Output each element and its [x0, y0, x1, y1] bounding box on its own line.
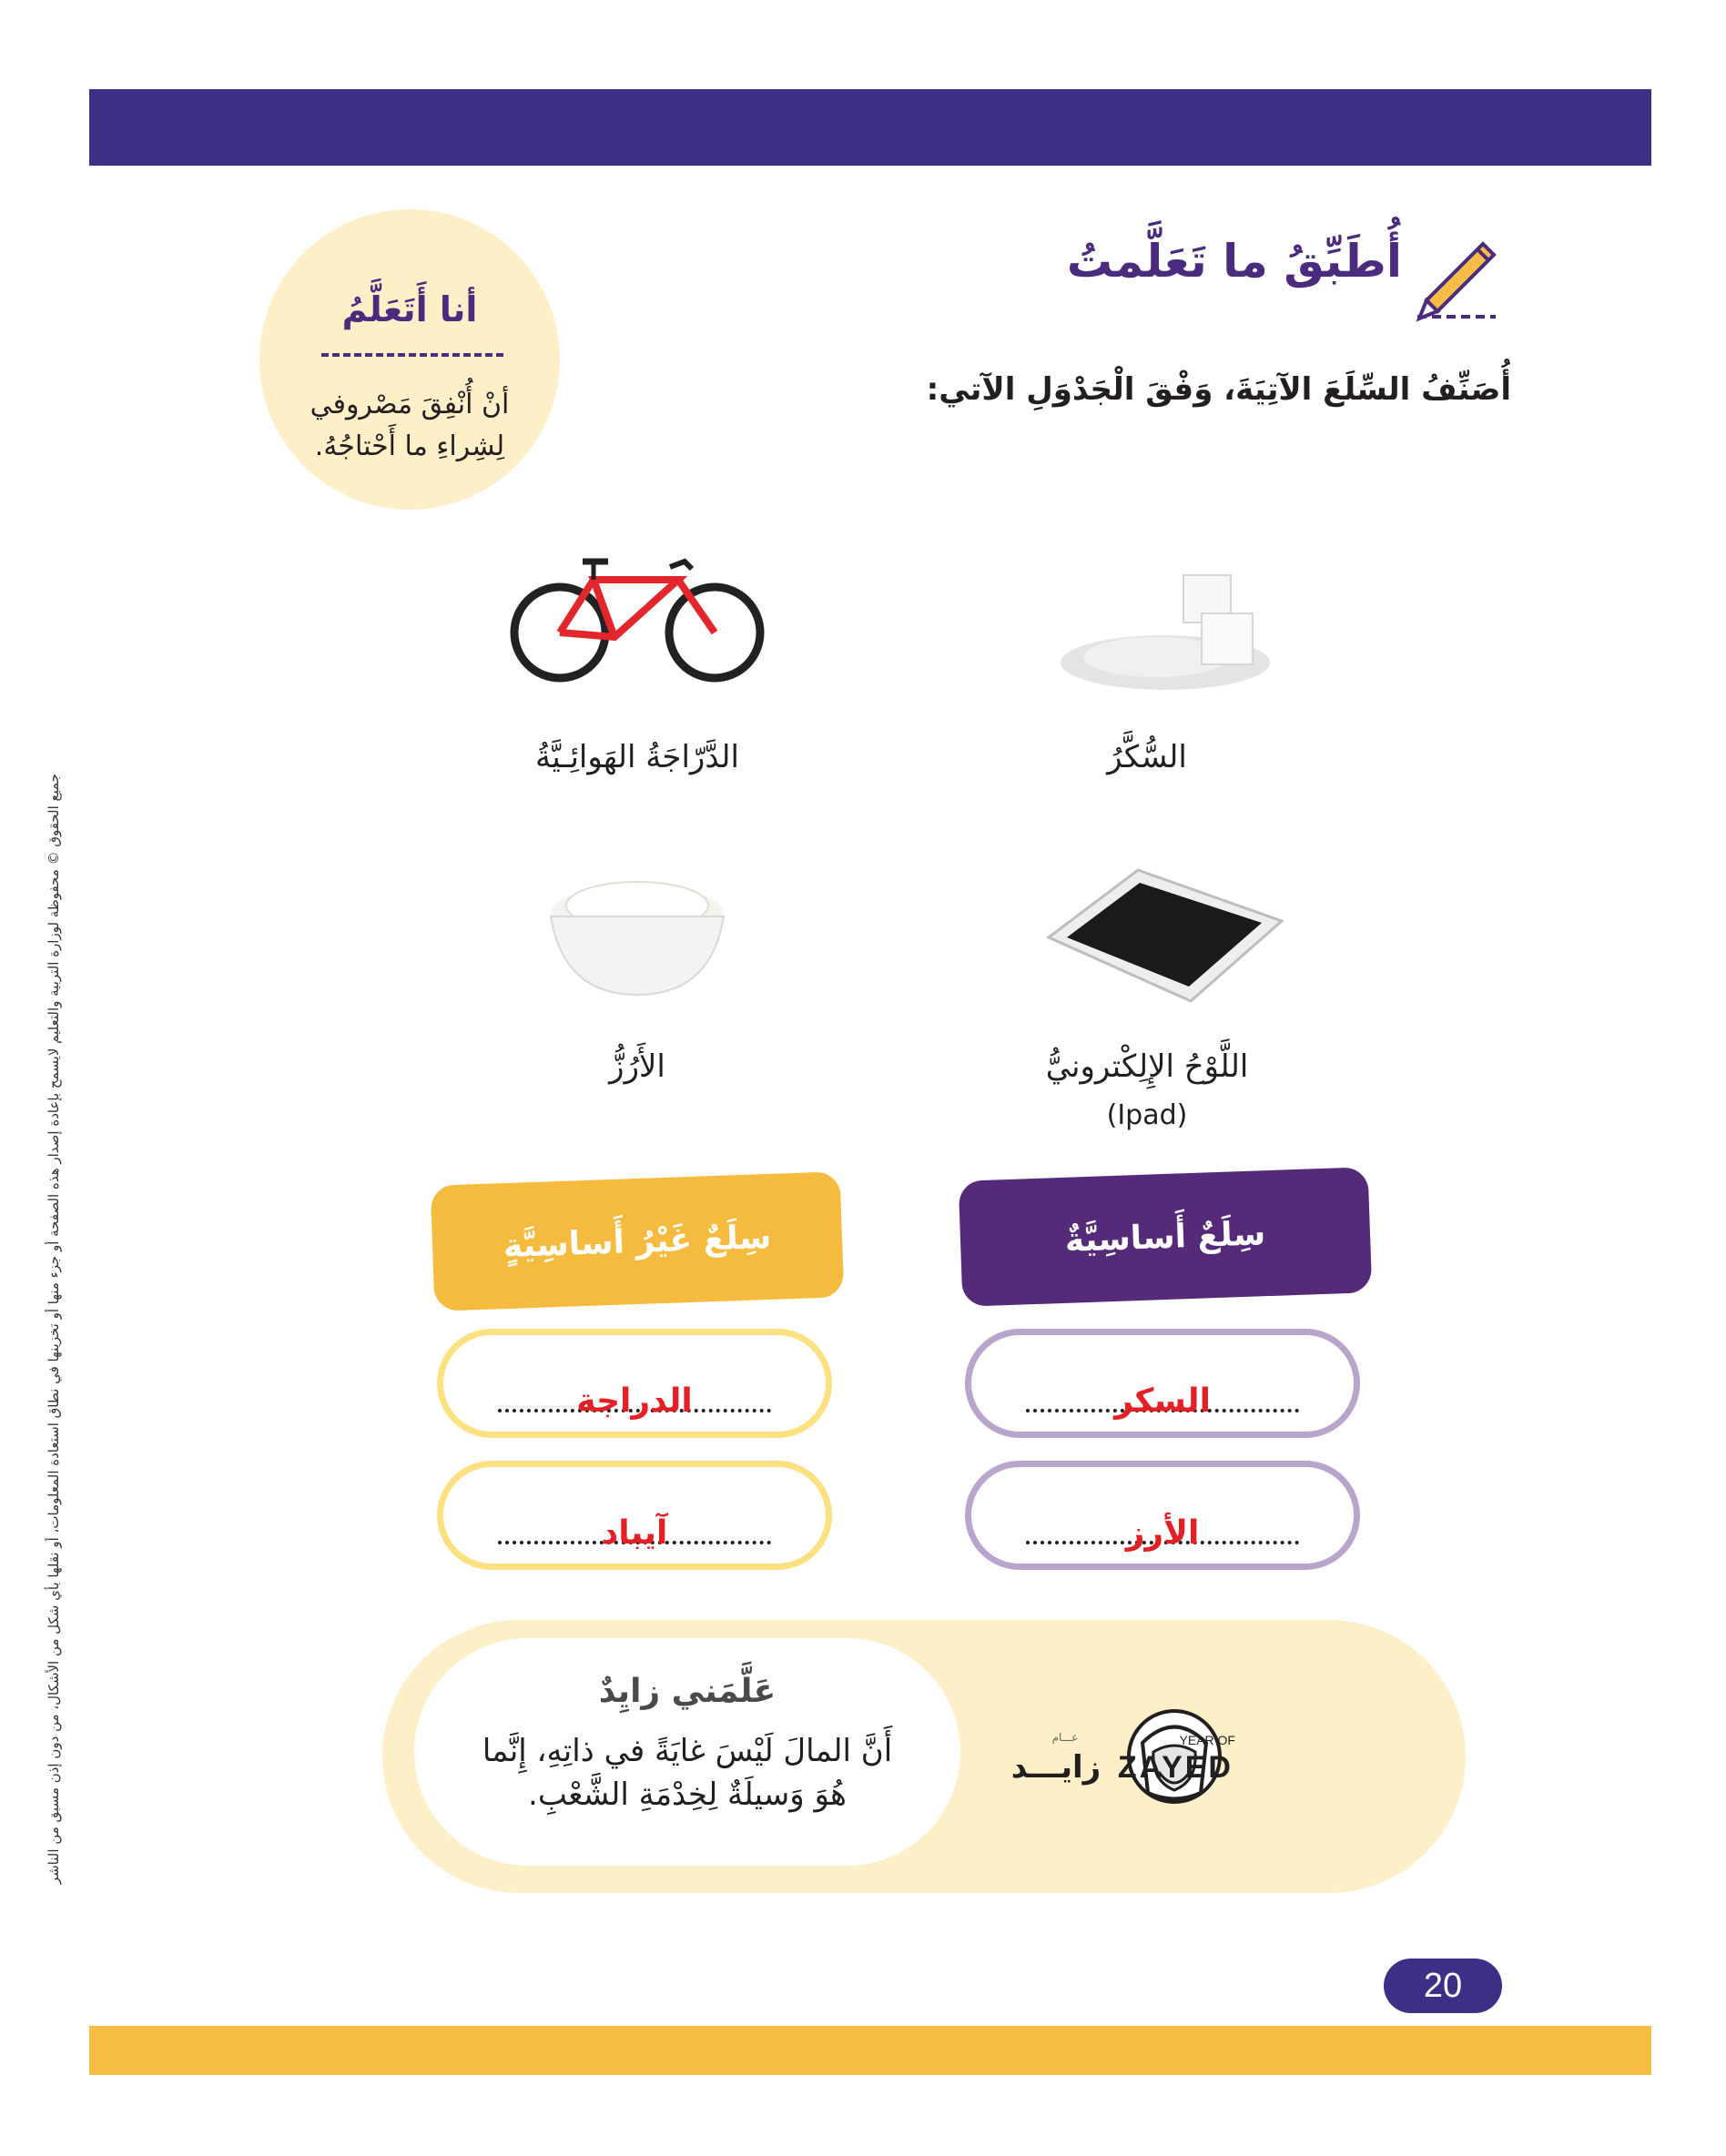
logo-arabic: زايـــد	[1010, 1749, 1102, 1786]
nonbasic-answer-field-1[interactable]	[437, 1329, 832, 1438]
logo-english-small: YEAR OF	[1179, 1733, 1235, 1747]
basic-answer-2: الأرز	[1125, 1514, 1200, 1552]
page-number: 20	[1384, 1959, 1502, 2013]
item-ipad-sublabel: (Ipad)	[1106, 1099, 1188, 1131]
learn-box-divider	[321, 353, 503, 357]
nonbasic-answer-1: الدراجة	[576, 1382, 693, 1420]
item-ipad-label: اللَّوْحُ الإِلِكْترونيُّ	[1045, 1048, 1249, 1085]
basic-goods-header: سِلَعٌ أَساسِيَّةٌ	[959, 1167, 1373, 1307]
item-rice-label: الأَرُزُّ	[609, 1048, 665, 1085]
item-bicycle-label: الدَّرّاجَةُ الهَوائِـيَّةُ	[535, 739, 739, 775]
zayed-heading: عَلَّمَني زايِدٌ	[598, 1673, 777, 1710]
learn-box-title: أنا أَتَعَلَّمُ	[341, 289, 478, 329]
zayed-quote-line-1: أَنَّ المالَ لَيْسَ غايَةً في ذاتِهِ، إِنَّما	[482, 1733, 893, 1769]
top-band	[89, 89, 1651, 166]
nonbasic-goods-header: سِلَعٌ غَيْرُ أَساسِيَّةٍ	[431, 1171, 845, 1311]
zayed-quote-line-2: هُوَ وَسيلَةٌ لِخِدْمَةِ الشَّعْبِ.	[528, 1776, 847, 1813]
pencil-icon	[1406, 228, 1507, 328]
logo-arabic-small: عـــام	[1051, 1731, 1079, 1744]
year-of-zayed-logo	[1006, 1706, 1388, 1807]
basic-answer-1: السكر	[1114, 1382, 1211, 1420]
bicycle-image	[510, 542, 765, 687]
copyright-notice: جميع الحقوق © محفوظة لوزارة التربية والتعليم لايسمح بإعادة إصدار هذه الصفحة أو جزء منها أو تخزينها في نطاق استعادة المعلومات، أو نقلها بأي شكل من الأشكال، من دون إذن مسبق من الناشر	[46, 774, 62, 1885]
zayed-quote	[437, 1729, 938, 1817]
rice-image	[542, 869, 733, 1006]
item-sugar-label: السُّكَّرُ	[1107, 739, 1187, 775]
learn-box-line-2: لِشِراءِ ما أَحْتاجُهُ.	[314, 430, 505, 462]
logo-english: ZAYED	[1117, 1750, 1234, 1785]
instruction-text: أُصَنِّفُ السِّلَعَ الآتِيَةَ، وَفْقَ الْجَدْوَلِ الآتي:	[926, 371, 1511, 408]
nonbasic-answer-field-2[interactable]	[437, 1461, 832, 1570]
basic-answer-field-2[interactable]	[965, 1461, 1360, 1570]
learn-box-line-1: أنْ أُنْفِقَ مَصْروفي	[310, 389, 510, 420]
basic-answer-field-1[interactable]	[965, 1329, 1360, 1438]
section-title: أُطَبِّقُ ما تَعَلَّمتُ	[1066, 235, 1402, 288]
bottom-band	[89, 2026, 1651, 2075]
sugar-image	[1056, 555, 1274, 692]
ipad-image	[1038, 865, 1293, 1010]
learn-box-text	[273, 384, 546, 468]
nonbasic-answer-2: آيباد	[601, 1514, 668, 1552]
